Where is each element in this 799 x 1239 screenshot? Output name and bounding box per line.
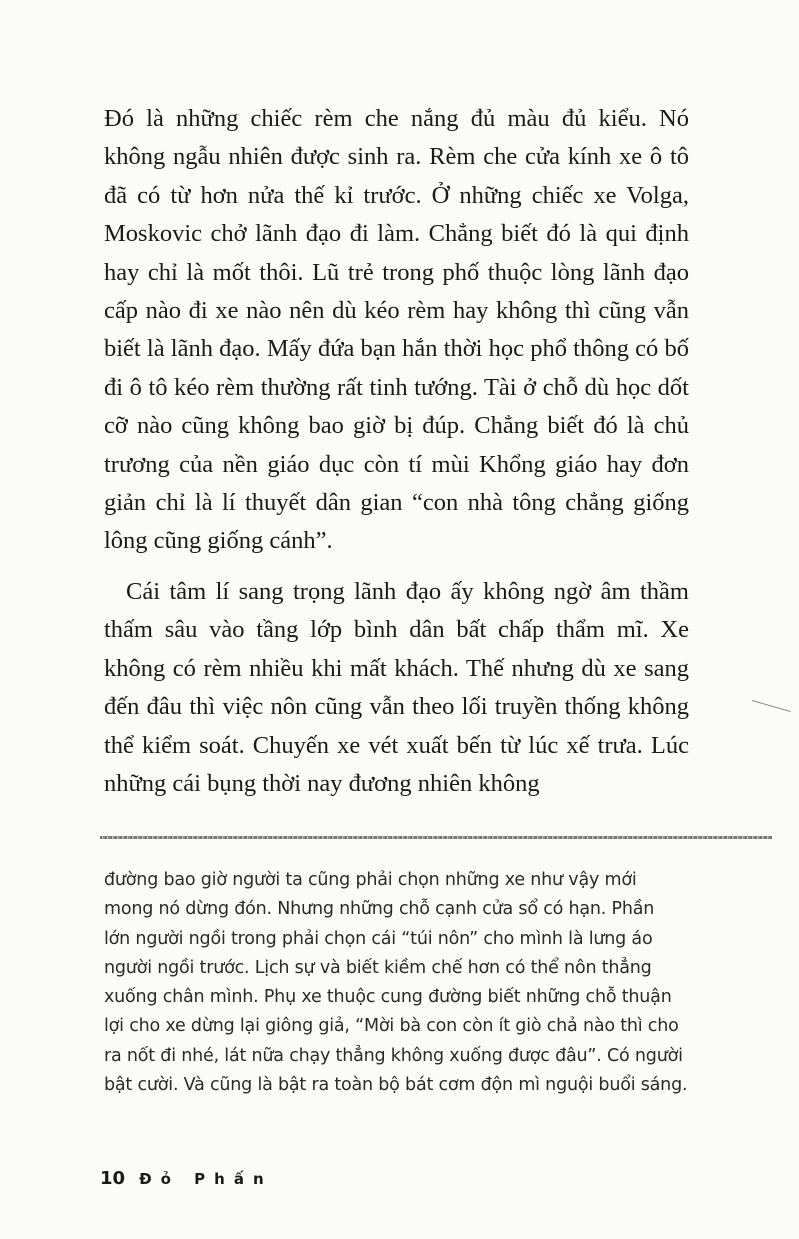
excerpt-line: lớn người ngồi trong phải chọn cái “túi nôn” cho mình là lưng áo bbox=[104, 928, 653, 949]
paragraph-2: Cái tâm lí sang trọng lãnh đạo ấy không ngờ âm thầm thấm sâu vào tầng lớp bình dân bất chấp thẩm mĩ. Xe không có rèm nhiều khi mất khách. Thế nhưng dù xe sang đến đâu thì việc nôn cũng vẫn theo lối truyền thống không thể kiểm soát. Chuyến xe vét xuất bến từ lúc xế trưa. Lúc những cái bụng thời nay đương nhiên không bbox=[104, 577, 689, 797]
excerpt-line: mong nó dừng đón. Nhưng những chỗ cạnh cửa sổ có hạn. Phần bbox=[104, 899, 655, 920]
page-number: 10 bbox=[100, 1168, 126, 1189]
excerpt-line: bật cười. Và cũng là bật ra toàn bộ bát cơm độn mì nguội buổi sáng. bbox=[104, 1075, 688, 1096]
excerpt-line: xuống chân mình. Phụ xe thuộc cung đường biết những chỗ thuận bbox=[104, 987, 672, 1008]
main-text-block bbox=[104, 100, 689, 803]
excerpt-line: người ngồi trước. Lịch sự và biết kiềm chế hơn có thể nôn thẳng bbox=[104, 957, 652, 978]
excerpt-line: đường bao giờ người ta cũng phải chọn những xe như vậy mới bbox=[104, 870, 637, 890]
page-edge-mark bbox=[752, 700, 791, 712]
excerpt-line: lợi cho xe dừng lại giông giả, “Mời bà con còn ít giò chả nào thì cho bbox=[104, 1016, 679, 1037]
page-footer bbox=[100, 1168, 273, 1189]
page-divider bbox=[100, 836, 772, 839]
paragraph-1: Đó là những chiếc rèm che nắng đủ màu đủ kiểu. Nó không ngẫu nhiên được sinh ra. Rèm che cửa kính xe ô tô đã có từ hơn nửa thế kỉ trước. Ở những chiếc xe Volga, Moskovic chở lãnh đạo đi làm. Chẳng biết đó là qui định hay chỉ là mốt thôi. Lũ trẻ trong phố thuộc lòng lãnh đạo cấp nào đi xe nào nên dù kéo rèm hay không thì cũng vẫn biết là lãnh đạo. Mấy đứa bạn hắn thời học phổ thông có bố đi ô tô kéo rèm thường rất tinh tướng. Tài ở chỗ dù học dốt cỡ nào cũng không bao giờ bị đúp. Chẳng biết đó là chủ trương của nền giáo dục còn tí mùi Khổng giáo hay đơn giản chỉ là lí thuyết dân gian “con nhà tông chẳng giống lông cũng giống cánh”. bbox=[104, 105, 689, 555]
book-title: Đỏ Phấn bbox=[139, 1170, 273, 1188]
excerpt-block bbox=[104, 866, 710, 1100]
excerpt-line: ra nốt đi nhé, lát nữa chạy thẳng không xuống được đâu”. Có người bbox=[104, 1045, 683, 1066]
